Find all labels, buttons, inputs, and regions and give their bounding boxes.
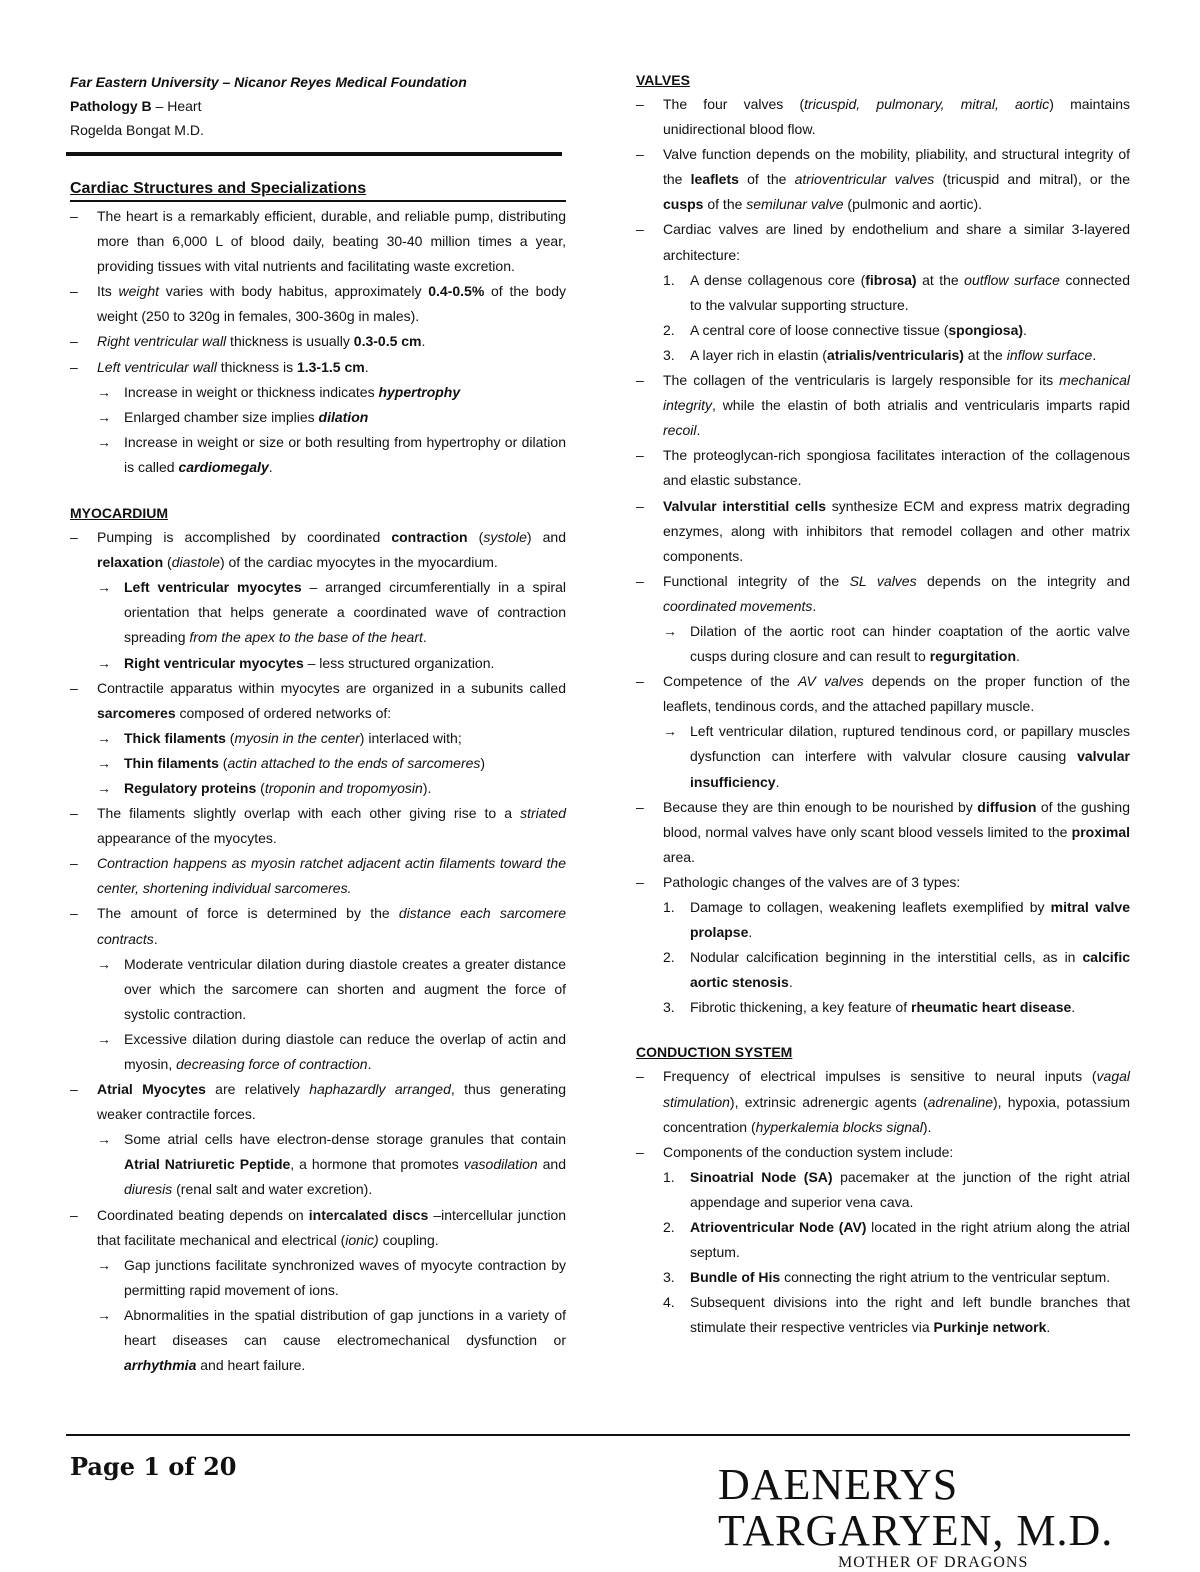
text-run: distance each sarcomere contracts [97, 905, 566, 947]
section-title-cardiac: Cardiac Structures and Specializations [70, 178, 566, 202]
text-run: . [153, 930, 158, 947]
text-run: Contractile apparatus within myocytes are organized in a subunits called [97, 679, 566, 696]
number-marker: 2. [663, 1219, 675, 1236]
dash-bullet: – [636, 798, 644, 815]
myocardium-item [97, 575, 566, 650]
text-run: ) and [526, 529, 566, 546]
valves-item [636, 443, 1130, 493]
arrow-bullet: → [97, 654, 111, 671]
text-run: tricuspid, pulmonary, mitral, aortic [804, 96, 1050, 112]
arrow-bullet: → [97, 1306, 111, 1323]
dash-bullet: – [70, 905, 78, 922]
text-run: –intercellular junction that facilitate mechanical and electrical ( [97, 1206, 567, 1248]
text-run: sarcomeres [97, 704, 176, 721]
text-run: Right ventricular myocytes [124, 654, 304, 671]
dash-bullet: – [636, 146, 644, 163]
text-run: area. [663, 848, 695, 865]
valves-item [663, 895, 1130, 945]
text-run: The filaments slightly overlap with each other giving rise to a [97, 805, 521, 822]
text-run: AV valves [797, 673, 864, 690]
number-marker: 3. [663, 346, 675, 363]
text-run: varies with body habitus, approximately [159, 283, 429, 300]
text-run: valvular insufficiency [690, 748, 1130, 790]
text-run: Atrial Natriuretic Peptide [124, 1156, 291, 1173]
number-marker: 1. [663, 1168, 675, 1185]
text-run: of the [738, 171, 795, 188]
myocardium-item [70, 676, 566, 726]
header-rule [66, 152, 562, 156]
text-run: composed of ordered networks of: [175, 704, 392, 721]
myocardium-item [70, 901, 566, 951]
text-run: ), extrinsic adrenergic agents ( [729, 1093, 928, 1110]
text-run: ), hypoxia, potassium concentration ( [663, 1093, 1130, 1135]
text-run: . [1023, 321, 1027, 338]
text-run: . [748, 924, 753, 941]
page-number: Page 1 of 20 [70, 1452, 237, 1481]
myocardium-item [70, 1077, 566, 1127]
text-run: inflow surface [1006, 346, 1093, 363]
course-name: Pathology B [70, 98, 152, 114]
text-run: from the apex to the base of the heart [189, 629, 423, 646]
text-run: Its [97, 283, 119, 300]
arrow-bullet: → [97, 955, 111, 972]
text-run: thickness is usually [226, 333, 354, 350]
text-run: Increase in weight or size or both resulting from hypertrophy or dilation is called [124, 433, 566, 475]
conduction-item [663, 1290, 1130, 1340]
text-run: rheumatic heart disease [911, 999, 1072, 1016]
text-run: A central core of loose connective tissue ( [690, 321, 949, 338]
dash-bullet: – [70, 529, 78, 546]
valves-item [663, 719, 1130, 794]
myocardium-item [70, 801, 566, 851]
text-run: spongiosa) [948, 321, 1024, 338]
arrow-bullet: → [97, 1030, 111, 1047]
text-run: Valvular interstitial cells [663, 497, 827, 514]
author-name: Rogelda Bongat M.D. [70, 122, 204, 138]
text-run: regurgitation [929, 648, 1017, 665]
text-run: ( [218, 754, 228, 771]
section-title-myocardium: MYOCARDIUM [70, 505, 168, 522]
text-run: (renal salt and water excretion). [172, 1181, 373, 1198]
section-title-conduction: CONDUCTION SYSTEM [636, 1044, 793, 1061]
text-run: Thin filaments [124, 754, 219, 771]
text-run: arrhythmia [124, 1357, 197, 1374]
text-run: diffusion [977, 798, 1037, 815]
valves-item [636, 217, 1130, 267]
text-run: appearance of the myocytes. [97, 830, 277, 847]
myocardium-item [97, 1027, 566, 1077]
footer-rule [66, 1434, 1130, 1436]
dash-bullet: – [70, 1081, 78, 1098]
myocardium-item [97, 1127, 566, 1202]
text-run: SL valves [849, 572, 917, 589]
text-run: atrioventricular valves [794, 171, 935, 188]
arrow-bullet: → [97, 754, 111, 771]
text-run: (tricuspid and mitral), or the [934, 171, 1130, 188]
cardiac-item [70, 279, 566, 329]
text-run: 0.3-0.5 cm [353, 333, 422, 350]
valves-item [636, 669, 1130, 719]
text-run: diuresis [124, 1181, 173, 1198]
text-run: Subsequent divisions into the right and left bundle branches that stimulate their respective ventricles via [690, 1294, 1130, 1336]
cardiac-item [70, 329, 566, 354]
myocardium-item [70, 851, 566, 901]
text-run: The four valves ( [663, 96, 805, 112]
valves-item [636, 92, 1130, 142]
text-run: Atrial Myocytes [97, 1081, 206, 1098]
myocardium-item [70, 525, 566, 575]
dash-bullet: – [636, 673, 644, 690]
text-run: Damage to collagen, weakening leaflets exemplified by [690, 899, 1051, 915]
text-run: and heart failure. [196, 1357, 306, 1374]
myocardium-item [70, 1203, 566, 1253]
institution-name: Far Eastern University – Nicanor Reyes Medical Foundation [70, 74, 467, 90]
text-run: The proteoglycan-rich spongiosa facilitates interaction of the collagenous and elastic substance. [663, 447, 1130, 489]
text-run: Pathologic changes of the valves are of 3 types: [663, 873, 961, 890]
cardiac-item [97, 405, 566, 430]
valves-item [663, 318, 1130, 343]
text-run: Functional integrity of the [663, 572, 850, 589]
text-run: Because they are thin enough to be nourished by [663, 798, 978, 815]
valves-item [636, 569, 1130, 619]
text-run: . [1092, 346, 1097, 363]
arrow-bullet: → [97, 1131, 111, 1148]
arrow-bullet: → [663, 622, 677, 639]
text-run: pacemaker at the junction of the right atrial appendage and superior vena cava. [690, 1168, 1130, 1210]
text-run: semilunar valve [746, 196, 844, 213]
text-run: . [1016, 648, 1020, 665]
arrow-bullet: → [97, 433, 111, 450]
text-run: cusps [663, 196, 704, 213]
arrow-bullet: → [97, 408, 111, 425]
text-run: . [788, 974, 793, 991]
text-run: Left ventricular myocytes [124, 579, 302, 596]
dash-bullet: – [70, 208, 78, 224]
number-marker: 1. [663, 899, 675, 915]
text-run: Competence of the [663, 673, 798, 690]
text-run: troponin and tropomyosin [264, 779, 423, 796]
text-run: Pumping is accomplished by coordinated [97, 529, 392, 546]
text-run: outflow surface [964, 271, 1060, 288]
text-run: – arranged circumferentially in a spiral orientation that helps generate a coordinated wave of contraction spreading [124, 579, 566, 646]
text-run: . [421, 333, 426, 350]
text-run: coupling. [378, 1231, 439, 1248]
dash-bullet: – [636, 572, 644, 589]
text-run: Bundle of His [690, 1269, 781, 1286]
text-run: Cardiac valves are lined by endothelium and share a similar 3-layered architecture: [663, 221, 1130, 263]
valves-list [636, 92, 1130, 1020]
myocardium-list [70, 525, 566, 1378]
text-run: ( [467, 529, 484, 546]
text-run: leaflets [690, 171, 739, 188]
number-marker: 2. [663, 949, 675, 966]
text-run: 0.4-0.5% [428, 283, 485, 300]
dash-bullet: – [636, 873, 644, 890]
cardiac-item [70, 204, 566, 279]
signature-logo [718, 1462, 1200, 1572]
text-run: The collagen of the ventricularis is largely responsible for its [663, 372, 1060, 389]
dash-bullet: – [70, 805, 78, 822]
text-run: depends on the proper function of the leaflets, tendinous cords, and the attached papillary muscle. [663, 673, 1131, 715]
number-marker: 1. [663, 271, 675, 288]
dash-bullet: – [70, 1206, 78, 1223]
text-run: synthesize ECM and express matrix degrading enzymes, along with inhibitors that remodel collagen and other matrix components. [663, 497, 1131, 564]
course-title [70, 94, 566, 118]
text-run: hypertrophy [378, 383, 461, 400]
text-run: hyperkalemia blocks signal [755, 1118, 923, 1135]
text-run: A dense collagenous core ( [690, 271, 866, 288]
number-marker: 3. [663, 1269, 675, 1286]
course-topic: – Heart [151, 98, 202, 114]
text-run: proximal [1071, 823, 1130, 840]
text-run: Contraction happens as myosin ratchet adjacent actin filaments toward the center, shortening individual sarcomeres. [97, 855, 566, 897]
dash-bullet: – [636, 1143, 644, 1160]
text-run: Some atrial cells have electron-dense storage granules that contain [124, 1131, 566, 1148]
signature-subtitle: MOTHER OF DRAGONS [838, 1554, 1029, 1571]
dash-bullet: – [70, 358, 78, 375]
valves-item [663, 945, 1130, 995]
conduction-item [663, 1265, 1130, 1290]
text-run: intercalated discs [308, 1206, 429, 1223]
conduction-item [663, 1165, 1130, 1215]
conduction-item [636, 1140, 1130, 1165]
text-run: . [422, 629, 427, 646]
valves-item [636, 142, 1130, 217]
signature-name: DAENERYS TARGARYEN, M.D. [718, 1460, 1114, 1555]
valves-item [663, 619, 1130, 669]
text-run: ( [256, 779, 265, 796]
text-run: decreasing force of contraction [176, 1056, 368, 1072]
text-run: Sinoatrial Node (SA) [690, 1168, 833, 1185]
text-run: Left ventricular wall [97, 358, 217, 375]
text-run: Thick filaments [124, 729, 226, 746]
dash-bullet: – [636, 96, 644, 112]
text-run: ) [480, 754, 486, 771]
text-run: The heart is a remarkably efficient, durable, and reliable pump, distributing more than 6,000 L of blood daily, beating 30-40 million times a year, providing tissues with vital nutrients and facilitating waste excretion. [97, 208, 566, 275]
text-run: depends on the integrity and [916, 572, 1131, 589]
text-run: diastole [171, 554, 220, 571]
number-marker: 2. [663, 321, 675, 338]
text-run: mechanical integrity [663, 372, 1130, 414]
text-run: contraction [391, 529, 468, 546]
text-run: connected to the valvular supporting structure. [690, 271, 1131, 313]
dash-bullet: – [70, 679, 78, 696]
text-run: of the gushing blood, normal valves have only scant blood vessels limited to the [663, 798, 1130, 840]
valves-item [663, 343, 1130, 368]
text-run: ) maintains unidirectional blood flow. [663, 96, 1131, 138]
text-run: coordinated movements [663, 597, 813, 614]
text-run: Regulatory proteins [124, 779, 257, 796]
dash-bullet: – [636, 1068, 644, 1085]
text-run: Enlarged chamber size implies [124, 408, 319, 425]
valves-item [663, 268, 1130, 318]
text-run: myosin in the center [234, 729, 360, 746]
myocardium-item [97, 776, 566, 801]
text-run: The amount of force is determined by the [97, 905, 399, 922]
text-run: ( [163, 554, 172, 571]
text-run: thickness is [216, 358, 297, 375]
text-run: . [1046, 1319, 1051, 1336]
text-run: systole [483, 529, 527, 546]
text-run: Components of the conduction system include: [663, 1143, 954, 1160]
text-run: Abnormalities in the spatial distribution of gap junctions in a variety of heart diseases can cause electromechanical dysfunction or [124, 1306, 566, 1349]
myocardium-item [97, 726, 566, 751]
text-run: , thus generating weaker contractile forces. [97, 1081, 566, 1123]
text-run: Purkinje network [933, 1319, 1047, 1336]
text-run: , a hormone that promotes [290, 1156, 464, 1173]
text-run: vagal stimulation [663, 1068, 1130, 1110]
text-run: , while the elastin of both atrialis and ventricularis imparts rapid [712, 397, 1130, 414]
text-run: Left ventricular dilation, ruptured tendinous cord, or papillary muscles dysfunction can interfere with valvular closure causing [690, 723, 1130, 765]
dash-bullet: – [636, 497, 644, 514]
text-run: are relatively [205, 1081, 310, 1098]
dash-bullet: – [636, 447, 644, 464]
text-run: located in the right atrium along the atrial septum. [690, 1219, 1131, 1261]
text-run: calcific aortic stenosis [690, 949, 1130, 991]
text-run: cardiomegaly [178, 458, 269, 475]
text-run: ). [922, 1118, 932, 1135]
text-run: Coordinated beating depends on [97, 1206, 309, 1223]
text-run: . [775, 773, 780, 790]
myocardium-item [97, 1253, 566, 1303]
text-run: Fibrotic thickening, a key feature of [690, 999, 911, 1016]
conduction-list [636, 1064, 1130, 1340]
myocardium-item [97, 1303, 566, 1378]
text-run: haphazardly arranged [309, 1081, 451, 1098]
text-run: ( [225, 729, 235, 746]
text-run: vasodilation [463, 1156, 538, 1173]
cardiac-item [97, 430, 566, 480]
cardiac-item [70, 355, 566, 380]
text-run: of the [703, 196, 747, 213]
text-run: Moderate ventricular dilation during diastole creates a greater distance over which the sarcomere can shorten and augment the force of systolic contraction. [124, 955, 566, 1022]
text-run: . [812, 597, 817, 614]
arrow-bullet: → [97, 729, 111, 746]
text-run: relaxation [97, 554, 164, 571]
text-run: – less structured organization. [303, 654, 495, 671]
number-marker: 3. [663, 999, 675, 1016]
text-run: ) of the cardiac myocytes in the myocardium. [219, 554, 498, 571]
text-run: . [1071, 999, 1076, 1016]
text-run: ionic) [345, 1231, 379, 1248]
text-run: of the body weight (250 to 320g in females, 300-360g in males). [97, 283, 567, 325]
cardiac-item [97, 380, 566, 405]
arrow-bullet: → [97, 1256, 111, 1273]
text-run: Valve function depends on the mobility, pliability, and structural integrity of the [663, 146, 1130, 188]
text-run: Gap junctions facilitate synchronized waves of myocyte contraction by permitting rapid movement of ions. [124, 1256, 566, 1298]
arrow-bullet: → [97, 779, 111, 796]
left-column [70, 70, 566, 1378]
myocardium-item [97, 651, 566, 676]
text-run: weight [118, 283, 159, 300]
text-run: ). [422, 779, 432, 796]
text-run: atrialis/ventricularis) [826, 346, 964, 363]
text-run: Frequency of electrical impulses is sensitive to neural inputs ( [663, 1068, 1097, 1085]
conduction-item [663, 1215, 1130, 1265]
valves-item [636, 795, 1130, 870]
text-run: dilation [318, 408, 369, 425]
text-run: . [696, 422, 701, 439]
right-column [636, 70, 1130, 1341]
number-marker: 4. [663, 1294, 675, 1311]
text-run: Excessive dilation during diastole can reduce the overlap of actin and myosin, [124, 1030, 566, 1072]
arrow-bullet: → [663, 723, 677, 740]
text-run: 1.3-1.5 cm [296, 358, 365, 375]
myocardium-item [97, 952, 566, 1027]
dash-bullet: – [70, 283, 78, 300]
arrow-bullet: → [97, 579, 111, 596]
text-run: ) interlaced with; [359, 729, 462, 746]
section-title-valves: VALVES [636, 72, 690, 88]
conduction-item [636, 1064, 1130, 1139]
text-run: (pulmonic and aortic). [843, 196, 983, 213]
text-run: Right ventricular wall [97, 333, 227, 350]
text-run: A layer rich in elastin ( [690, 346, 827, 363]
valves-item [663, 995, 1130, 1020]
valves-item [636, 494, 1130, 569]
text-run: . [367, 1056, 372, 1072]
text-run: recoil [663, 422, 697, 439]
text-run: Nodular calcification beginning in the interstitial cells, as in [690, 949, 1083, 966]
text-run: at the [916, 271, 965, 288]
text-run: fibrosa) [865, 271, 917, 288]
text-run: striated [520, 805, 566, 822]
text-run: actin attached to the ends of sarcomeres [227, 754, 481, 771]
myocardium-item [97, 751, 566, 776]
dash-bullet: – [636, 372, 644, 389]
cardiac-list [70, 204, 566, 480]
text-run: Dilation of the aortic root can hinder coaptation of the aortic valve cusps during closure and can result to [690, 622, 1130, 665]
text-run: Increase in weight or thickness indicates [124, 383, 379, 400]
text-run: at the [963, 346, 1007, 363]
text-run: mitral valve prolapse [690, 899, 1130, 941]
text-run: Atrioventricular Node (AV) [690, 1219, 867, 1236]
text-run: . [268, 458, 273, 475]
dash-bullet: – [70, 333, 78, 350]
text-run: and [537, 1156, 567, 1173]
text-run: connecting the right atrium to the ventricular septum. [780, 1269, 1111, 1286]
arrow-bullet: → [97, 383, 111, 400]
text-run: adrenaline [927, 1093, 994, 1110]
dash-bullet: – [70, 855, 78, 872]
dash-bullet: – [636, 221, 644, 238]
text-run: . [364, 358, 369, 375]
valves-item [636, 870, 1130, 895]
valves-item [636, 368, 1130, 443]
